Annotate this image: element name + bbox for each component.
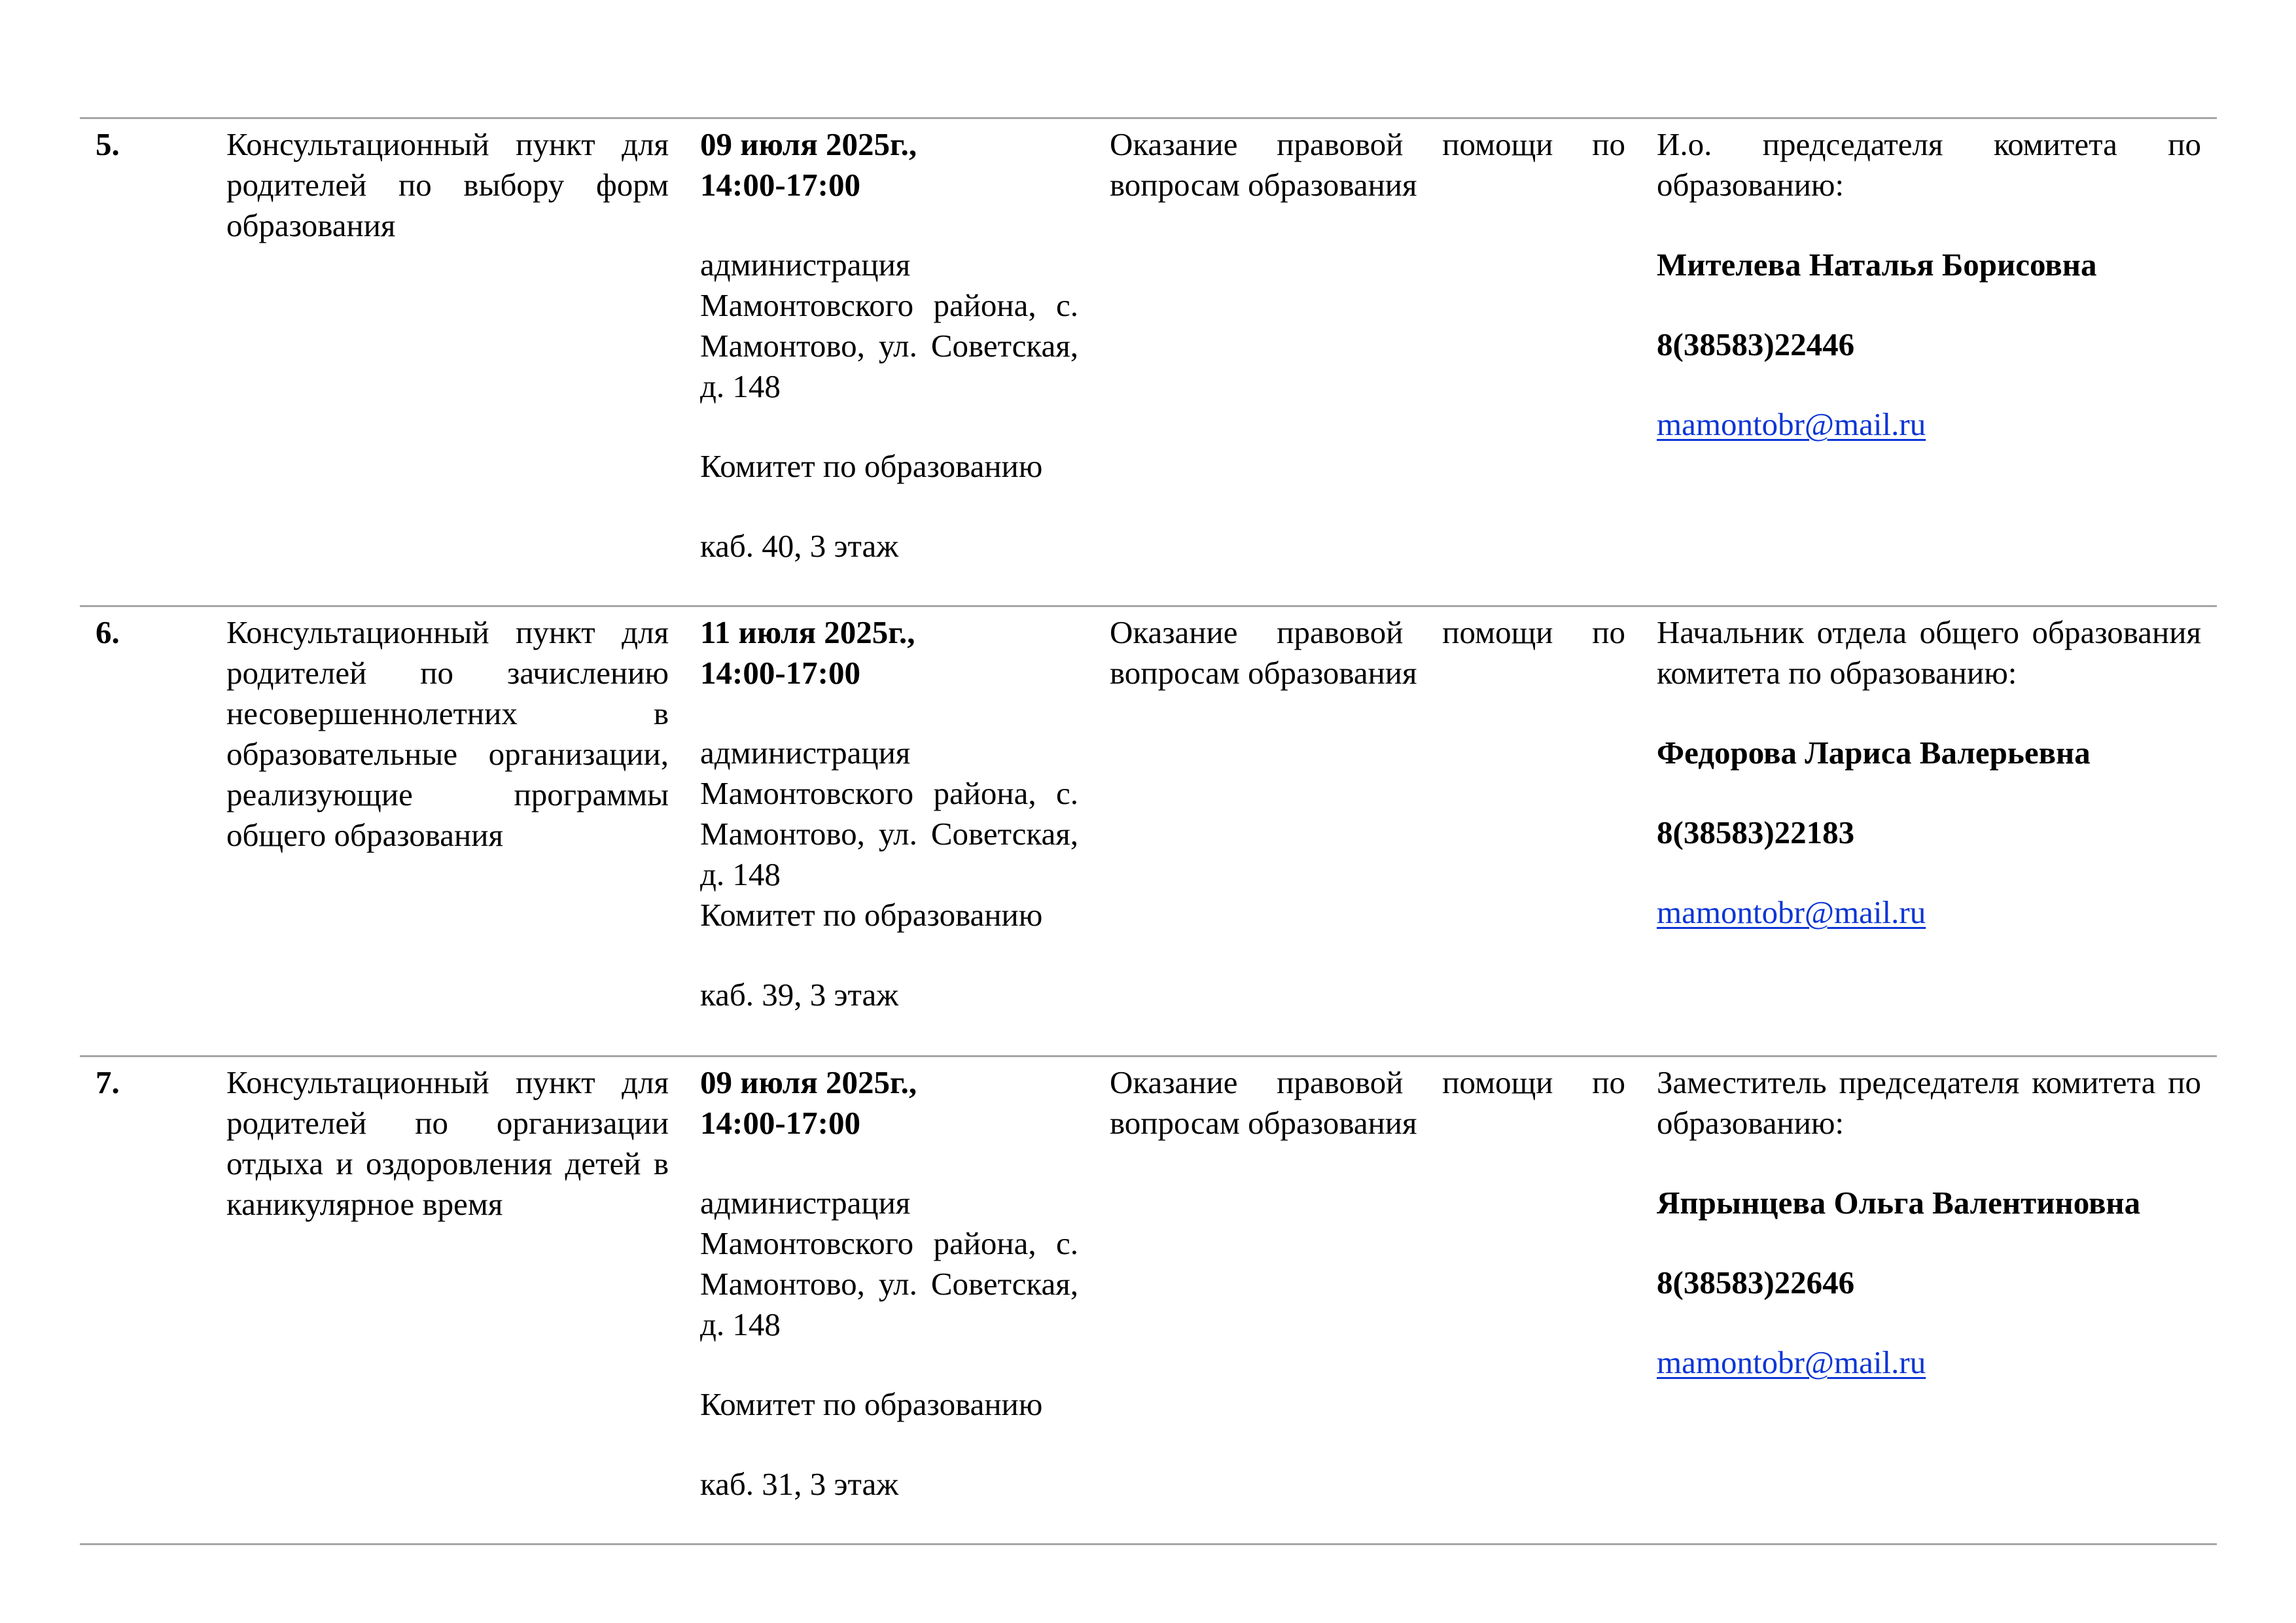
table-row: [80, 1056, 2217, 1544]
contact-email-link[interactable]: mamontobr@mail.ru: [1657, 406, 1926, 442]
contact-phone: 8(38583)22183: [1657, 814, 1855, 850]
contact-person: Федорова Лариса Валерьевна: [1657, 735, 2091, 771]
event-org: Комитет по образованию: [700, 897, 1043, 933]
event-when-where: [684, 1056, 1094, 1544]
row-number: 5.: [96, 126, 120, 162]
event-room: каб. 39, 3 этаж: [700, 977, 899, 1013]
event-address: администрация Мамонтовского района, с. Мамонтово, ул. Советская, д. 148: [700, 247, 1078, 404]
event-org: Комитет по образованию: [700, 1386, 1043, 1422]
event-contact: [1641, 606, 2217, 1056]
event-contact: [1641, 118, 2217, 606]
event-contact: [1641, 1056, 2217, 1544]
event-time: 14:00-17:00: [700, 1105, 860, 1141]
event-when-where: [684, 118, 1094, 606]
row-number: 6.: [96, 614, 120, 650]
event-room: каб. 40, 3 этаж: [700, 528, 899, 564]
contact-position: Начальник отдела общего образования комитета по образованию:: [1657, 614, 2201, 691]
contact-person: Япрынцева Ольга Валентиновна: [1657, 1185, 2141, 1221]
event-date: 11 июля 2025г.,: [700, 614, 915, 650]
contact-email-link[interactable]: mamontobr@mail.ru: [1657, 1344, 1926, 1380]
event-time: 14:00-17:00: [700, 655, 860, 691]
event-service: Оказание правовой помощи по вопросам образования: [1110, 126, 1625, 203]
event-address: администрация Мамонтовского района, с. Мамонтово, ул. Советская, д. 148: [700, 735, 1078, 892]
event-org: Комитет по образованию: [700, 448, 1043, 484]
event-title: Консультационный пункт для родителей по зачислению несовершеннолетних в образовательные организации, реализующие программы общего образования: [226, 614, 669, 853]
event-date: 09 июля 2025г.,: [700, 126, 917, 162]
table-row: [80, 606, 2217, 1056]
contact-phone: 8(38583)22446: [1657, 326, 1855, 362]
events-table: [80, 117, 2217, 1545]
event-time: 14:00-17:00: [700, 167, 860, 203]
row-number: 7.: [96, 1064, 120, 1100]
contact-phone: 8(38583)22646: [1657, 1265, 1855, 1300]
contact-person: Мителева Наталья Борисовна: [1657, 247, 2097, 283]
contact-email-link[interactable]: mamontobr@mail.ru: [1657, 894, 1926, 930]
event-address: администрация Мамонтовского района, с. Мамонтово, ул. Советская, д. 148: [700, 1185, 1078, 1342]
event-service: Оказание правовой помощи по вопросам образования: [1110, 614, 1625, 691]
event-room: каб. 31, 3 этаж: [700, 1466, 899, 1502]
table-row: [80, 118, 2217, 606]
event-title: Консультационный пункт для родителей по выбору форм образования: [226, 126, 669, 243]
contact-position: Заместитель председателя комитета по образованию:: [1657, 1064, 2201, 1141]
event-title: Консультационный пункт для родителей по организации отдыха и оздоровления детей в каникулярное время: [226, 1064, 669, 1222]
event-date: 09 июля 2025г.,: [700, 1064, 917, 1100]
event-when-where: [684, 606, 1094, 1056]
contact-position: И.о. председателя комитета по образованию:: [1657, 126, 2201, 203]
event-service: Оказание правовой помощи по вопросам образования: [1110, 1064, 1625, 1141]
